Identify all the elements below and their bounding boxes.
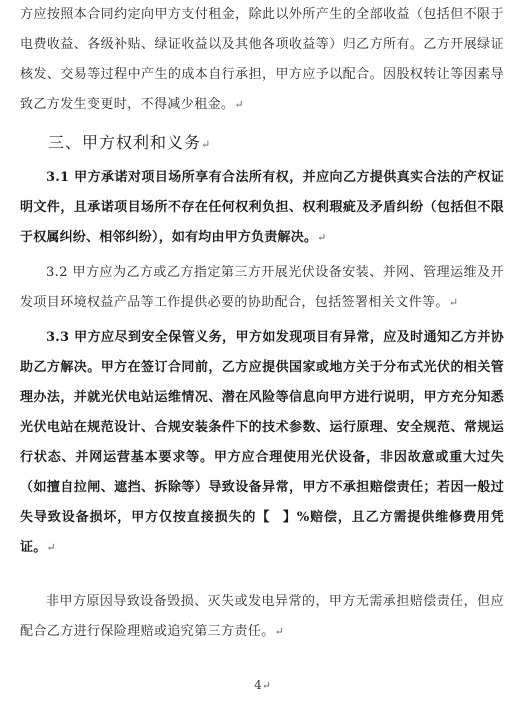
page-number <box>0 678 525 692</box>
clause-text: 3.2 甲方应为乙方或乙方指定第三方开展光伏设备安装、并网、管理运维及开发项目环境权益产品等工作提供必要的协助配合，包括签署相关文件等。 <box>20 265 504 310</box>
paragraph-mark-icon: ↵ <box>46 541 56 554</box>
clause-3-2 <box>20 258 504 318</box>
paragraph-mark-icon: ↵ <box>261 679 271 692</box>
paragraph-mark-icon: ↵ <box>274 625 285 638</box>
clause-text: 非甲方原因导致设备毁损、灭失或发电异常的，甲方无需承担赔偿责任，但应配合乙方进行保险理赔或追究第三方责任。 <box>20 594 504 639</box>
clause-3-3 <box>20 323 504 563</box>
paragraph-mark-icon: ↵ <box>234 98 245 111</box>
paragraph-mark-icon: ↵ <box>448 296 459 309</box>
page-number-text: 4 <box>254 678 262 692</box>
paragraph-rent-income <box>20 0 504 120</box>
section-heading <box>48 130 211 153</box>
clause-text-part-2: 】%赔偿，且乙方需提供维修费用凭证。 <box>20 510 504 555</box>
heading-text: 三、甲方权利和义务 <box>48 133 202 152</box>
clause-text: 3.1 甲方承诺对项目场所享有合法所有权，并应向乙方提供真实合法的产权证明文件，且承诺项目场所不存在任何权利负担、权利瑕疵及矛盾纠纷（包括但不限于权属纠纷、相邻纠纷），如有均由甲方负责解决。 <box>20 170 504 245</box>
clause-3-4 <box>20 587 504 647</box>
paragraph-text: 方应按照本合同约定向甲方支付租金，除此以外所产生的全部收益（包括但不限于电费收益、各级补贴、绿证收益以及其他各项收益等）归乙方所有。乙方开展绿证核发、交易等过程中产生的成本自行承担，甲方应予以配合。因股权转让等因素导致乙方发生变更时，不得减少租金。 <box>20 7 504 112</box>
paragraph-mark-icon: ↵ <box>317 231 327 244</box>
clause-text-part-1: 3.3 甲方应尽到安全保管义务，甲方如发现项目有异常，应及时通知乙方并协助乙方解决。甲方在签订合同前，乙方应提供国家或地方关于分布式光伏的相关管理办法，并就光伏电站运维情况、潜在风险等信息向甲方进行说明，甲方充分知悉光伏电站在规范设计、合规安装条件下的技术参数、运行原理、安全规范、常规运行状态、并网运营基本要求等。甲方应合理使用光伏设备，非因故意或重大过失（如擅自拉闸、遮挡、拆除等）导致设备异常，甲方不承担赔偿责任；若因一般过失导致设备损坏，甲方仅按直接损失的【 <box>20 330 504 525</box>
clause-3-1 <box>20 163 504 253</box>
paragraph-mark-icon: ↵ <box>201 138 212 151</box>
